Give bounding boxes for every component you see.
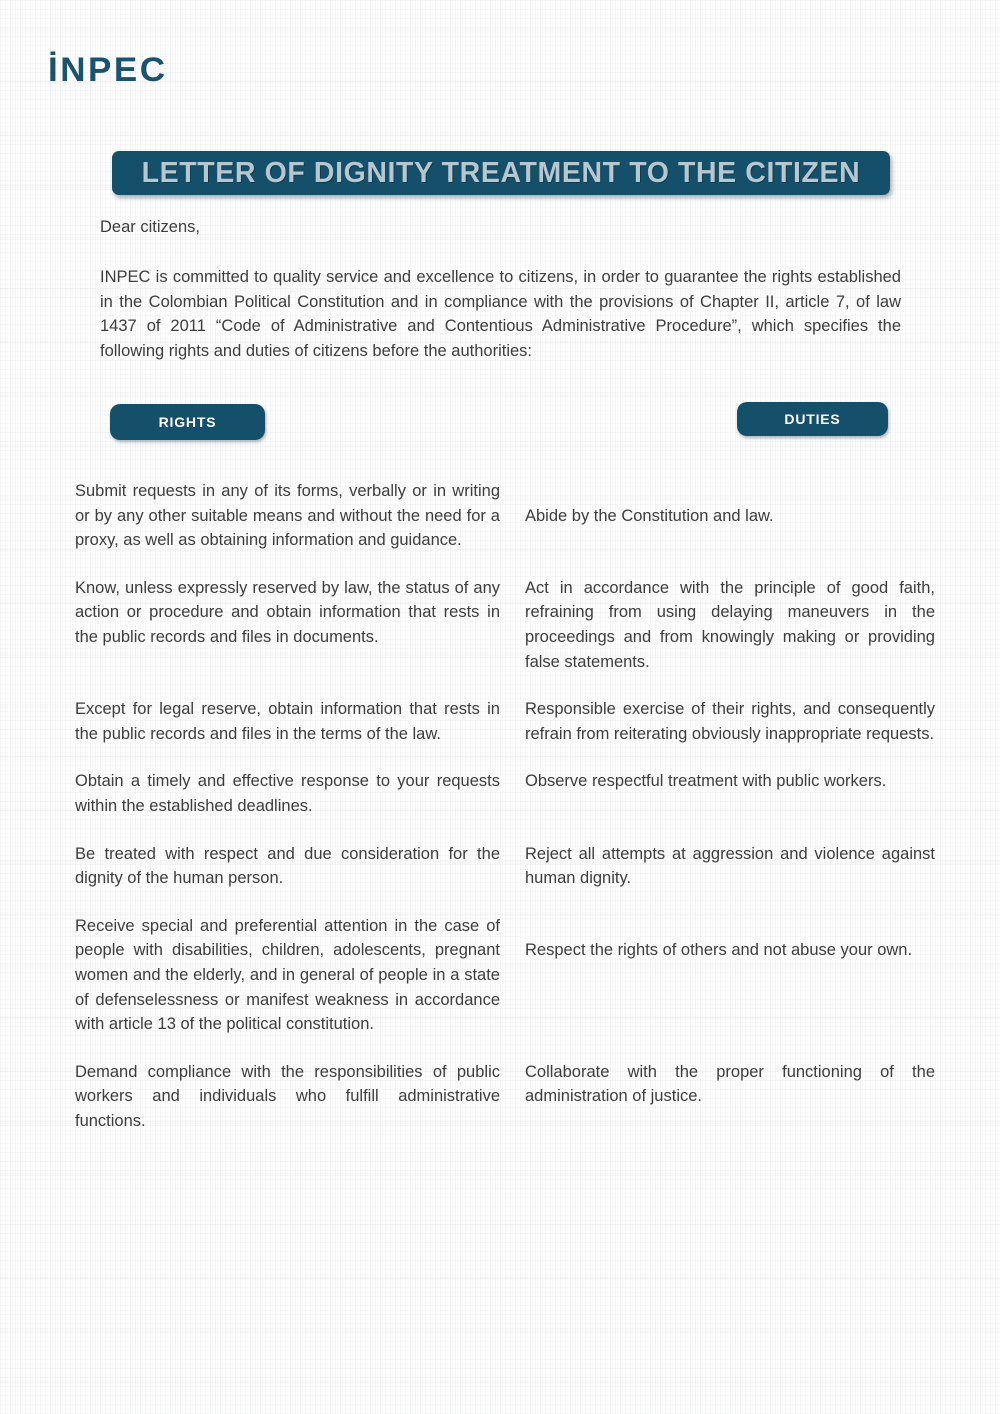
rights-cell: Submit requests in any of its forms, verbally or in writing or by any other suitable means and without the need for a proxy, as well as obtaining information and guidance. [75, 482, 500, 550]
table-row [75, 576, 935, 674]
duties-cell: Observe respectful treatment with public workers. [525, 772, 887, 791]
duties-cell: Act in accordance with the principle of good faith, refraining from using delaying maneuvers in the proceedings and from knowingly making or providing false statements. [525, 578, 935, 671]
rights-button[interactable]: RIGHTS [110, 404, 265, 440]
title-banner [112, 151, 890, 195]
table-row [75, 1060, 935, 1134]
duties-cell: Reject all attempts at aggression and violence against human dignity. [525, 844, 935, 888]
rights-cell: Demand compliance with the responsibilities of public workers and individuals who fulfill administrative functions. [75, 1062, 500, 1130]
duties-cell: Respect the rights of others and not abuse your own. [525, 941, 913, 960]
rights-duties-table [75, 479, 935, 1156]
duties-cell: Responsible exercise of their rights, and consequently refrain from reiterating obviously inappropriate requests. [525, 700, 935, 743]
table-row [75, 914, 935, 1037]
table-row [75, 769, 935, 818]
table-row [75, 697, 935, 746]
greeting-text: Dear citizens, [100, 218, 200, 236]
inpec-logo: İNPEC [48, 50, 168, 89]
intro-paragraph: INPEC is committed to quality service and excellence to citizens, in order to guarantee the rights established in the Colombian Political Constitution and in compliance with the provisions of Chapter II, article 7, of law 1437 of 2011 “Code of Administrative and Contentious Administrative Procedure”, which specifies the following rights and duties of citizens before the authorities: [100, 268, 901, 360]
rights-cell: Know, unless expressly reserved by law, the status of any action or procedure and obtain information that rests in the public records and files in documents. [75, 578, 500, 646]
rights-cell: Obtain a timely and effective response to your requests within the established deadlines. [75, 772, 500, 815]
rights-cell: Be treated with respect and due consideration for the dignity of the human person. [75, 844, 500, 888]
page-title: LETTER OF DIGNITY TREATMENT TO THE CITIZEN [141, 156, 861, 189]
duties-cell: Collaborate with the proper functioning of the administration of justice. [525, 1062, 935, 1106]
rights-cell: Receive special and preferential attention in the case of people with disabilities, children, adolescents, pregnant women and the elderly, and in general of people in a state of defenselessness or manifest weakness in accordance with article 13 of the political constitution. [75, 916, 500, 1034]
table-row [75, 842, 935, 891]
table-row [75, 479, 935, 553]
duties-button[interactable]: DUTIES [737, 402, 888, 436]
rights-cell: Except for legal reserve, obtain information that rests in the public records and files in the terms of the law. [75, 700, 500, 743]
duties-cell: Abide by the Constitution and law. [525, 506, 774, 525]
